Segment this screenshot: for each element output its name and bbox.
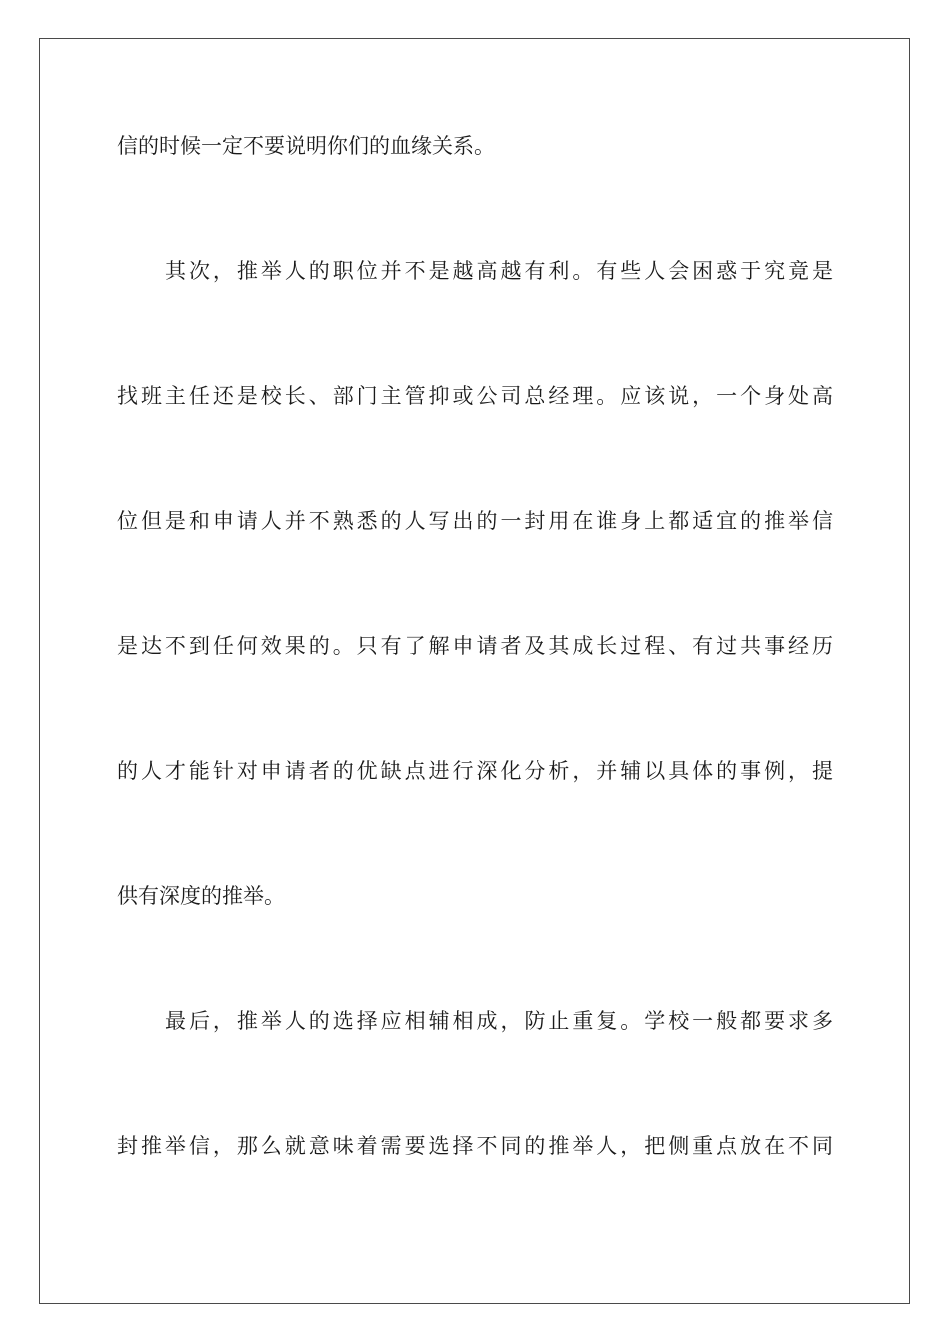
text-line-6: 的人才能针对申请者的优缺点进行深化分析，并辅以具体的事例，提 [117,759,833,783]
text-line-5: 是达不到任何效果的。只有了解申请者及其成长过程、有过共事经历 [117,634,833,658]
text-line-4: 位但是和申请人并不熟悉的人写出的一封用在谁身上都适宜的推举信 [117,509,833,533]
text-line-1: 信的时候一定不要说明你们的血缘关系。 [117,134,495,158]
text-line-3: 找班主任还是校长、部门主管抑或公司总经理。应该说，一个身处高 [117,384,833,408]
document-body [117,134,833,1259]
text-line-8: 最后，推举人的选择应相辅相成，防止重复。学校一般都要求多 [165,1009,833,1033]
text-line-7: 供有深度的推举。 [117,884,285,908]
text-line-2: 其次，推举人的职位并不是越高越有利。有些人会困惑于究竟是 [165,259,833,283]
text-line-9: 封推举信，那么就意味着需要选择不同的推举人，把侧重点放在不同 [117,1134,833,1158]
